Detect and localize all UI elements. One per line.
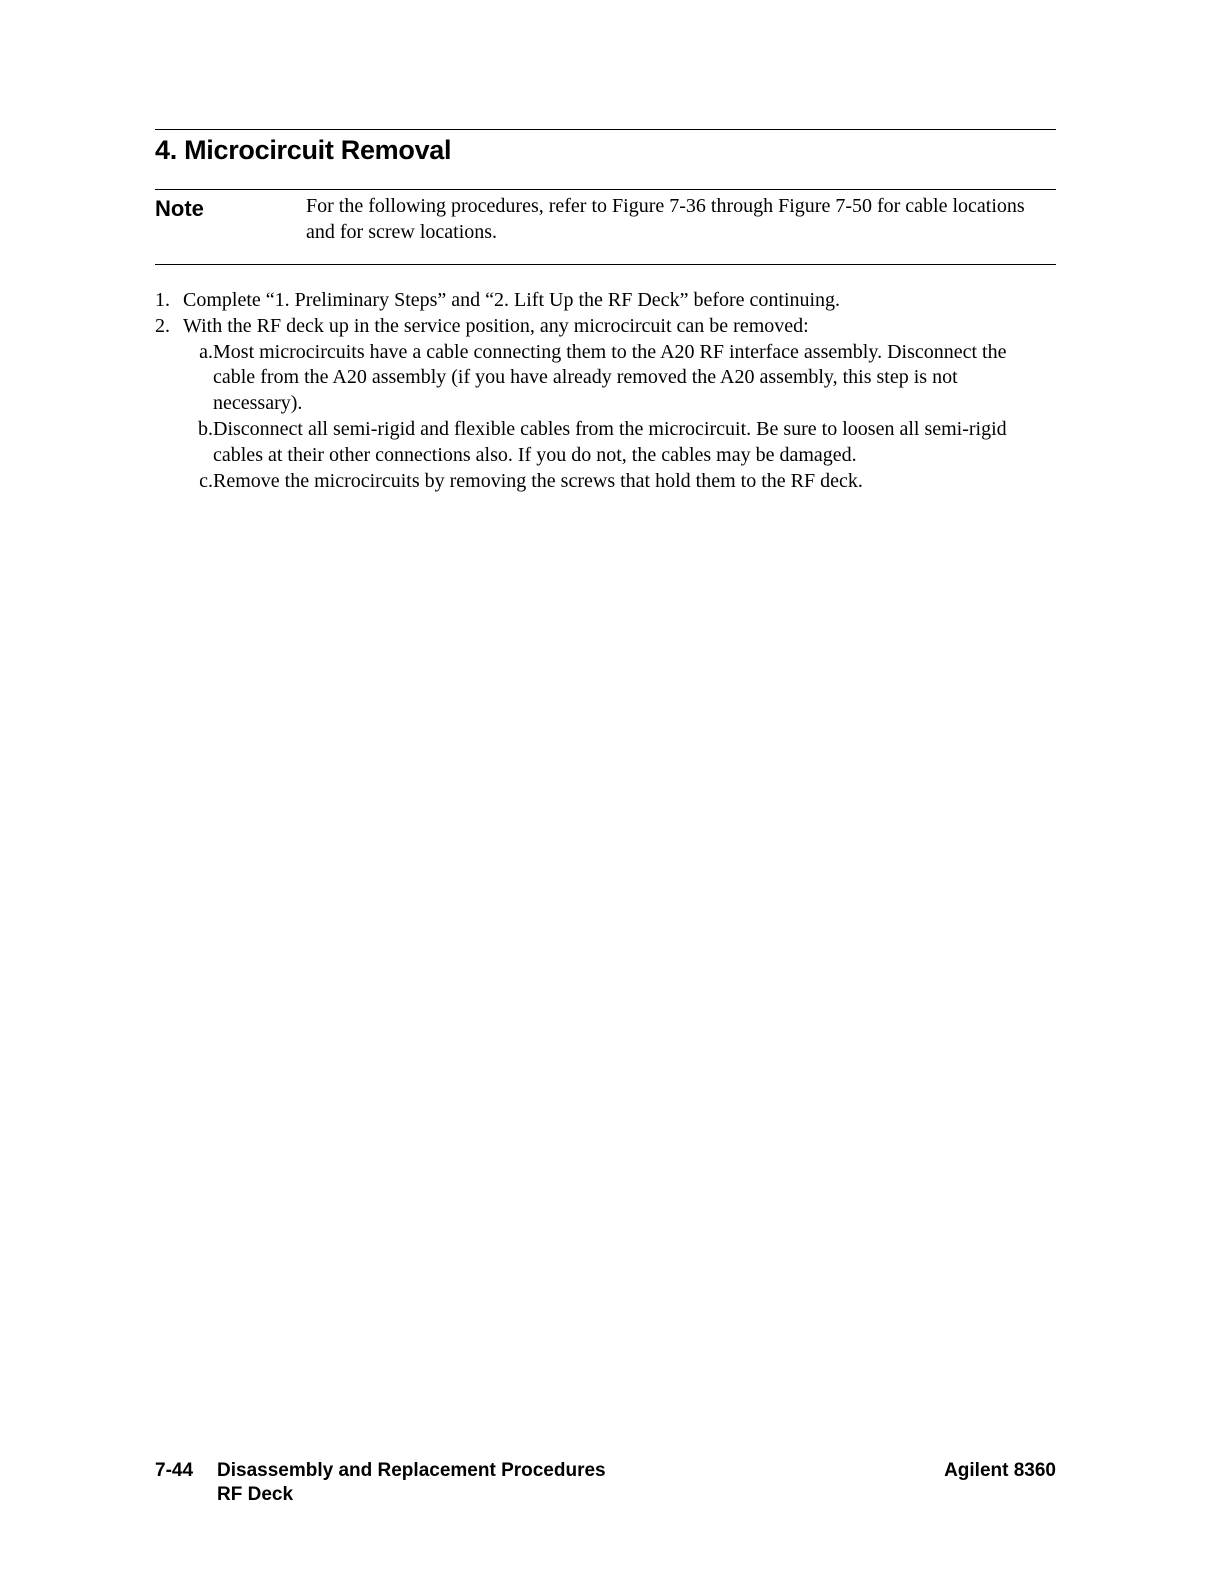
note-top-rule <box>155 189 1056 190</box>
substep-text: Disconnect all semi-rigid and flexible cables from the microcircuit. Be sure to loosen all semi-rigid cables at their other connections also. If you do not, the cables may be damaged. <box>213 417 1007 466</box>
step-text: Complete “1. Preliminary Steps” and “2. Lift Up the RF Deck” before continuing. <box>183 289 841 311</box>
note-text: For the following procedures, refer to Figure 7-36 through Figure 7-50 for cable locations and for screw locations. <box>306 195 1025 243</box>
substep-c <box>183 469 1035 495</box>
substep-text: Remove the microcircuits by removing the screws that hold them to the RF deck. <box>213 469 863 492</box>
step-number: 2. <box>155 314 170 337</box>
section-name: RF Deck <box>217 1484 294 1505</box>
step-2-substeps <box>155 340 1035 495</box>
step-2 <box>155 314 1035 340</box>
note-label: Note <box>155 196 204 221</box>
substep-a <box>183 340 1035 417</box>
section-title: 4. Microcircuit Removal <box>155 135 452 165</box>
product-name: Agilent 8360 <box>944 1460 1056 1481</box>
page-number: 7-44 <box>155 1460 194 1481</box>
note-bottom-rule <box>155 264 1056 265</box>
substep-letter: c. <box>199 469 213 492</box>
top-rule <box>155 129 1056 130</box>
substep-letter: a. <box>199 340 213 363</box>
substep-letter: b. <box>198 417 213 440</box>
step-number: 1. <box>155 289 170 311</box>
substep-b <box>183 417 1035 469</box>
procedure-steps <box>155 288 1035 494</box>
step-1 <box>155 288 1035 314</box>
step-text: With the RF deck up in the service position, any microcircuit can be removed: <box>183 314 809 337</box>
chapter-title: Disassembly and Replacement Procedures <box>217 1460 606 1481</box>
substep-text: Most microcircuits have a cable connecting them to the A20 RF interface assembly. Disconnect the cable from the A20 assembly (if you have already removed the A20 assembly, this step is not necessary). <box>213 340 1007 415</box>
page-footer-left <box>155 1459 606 1507</box>
